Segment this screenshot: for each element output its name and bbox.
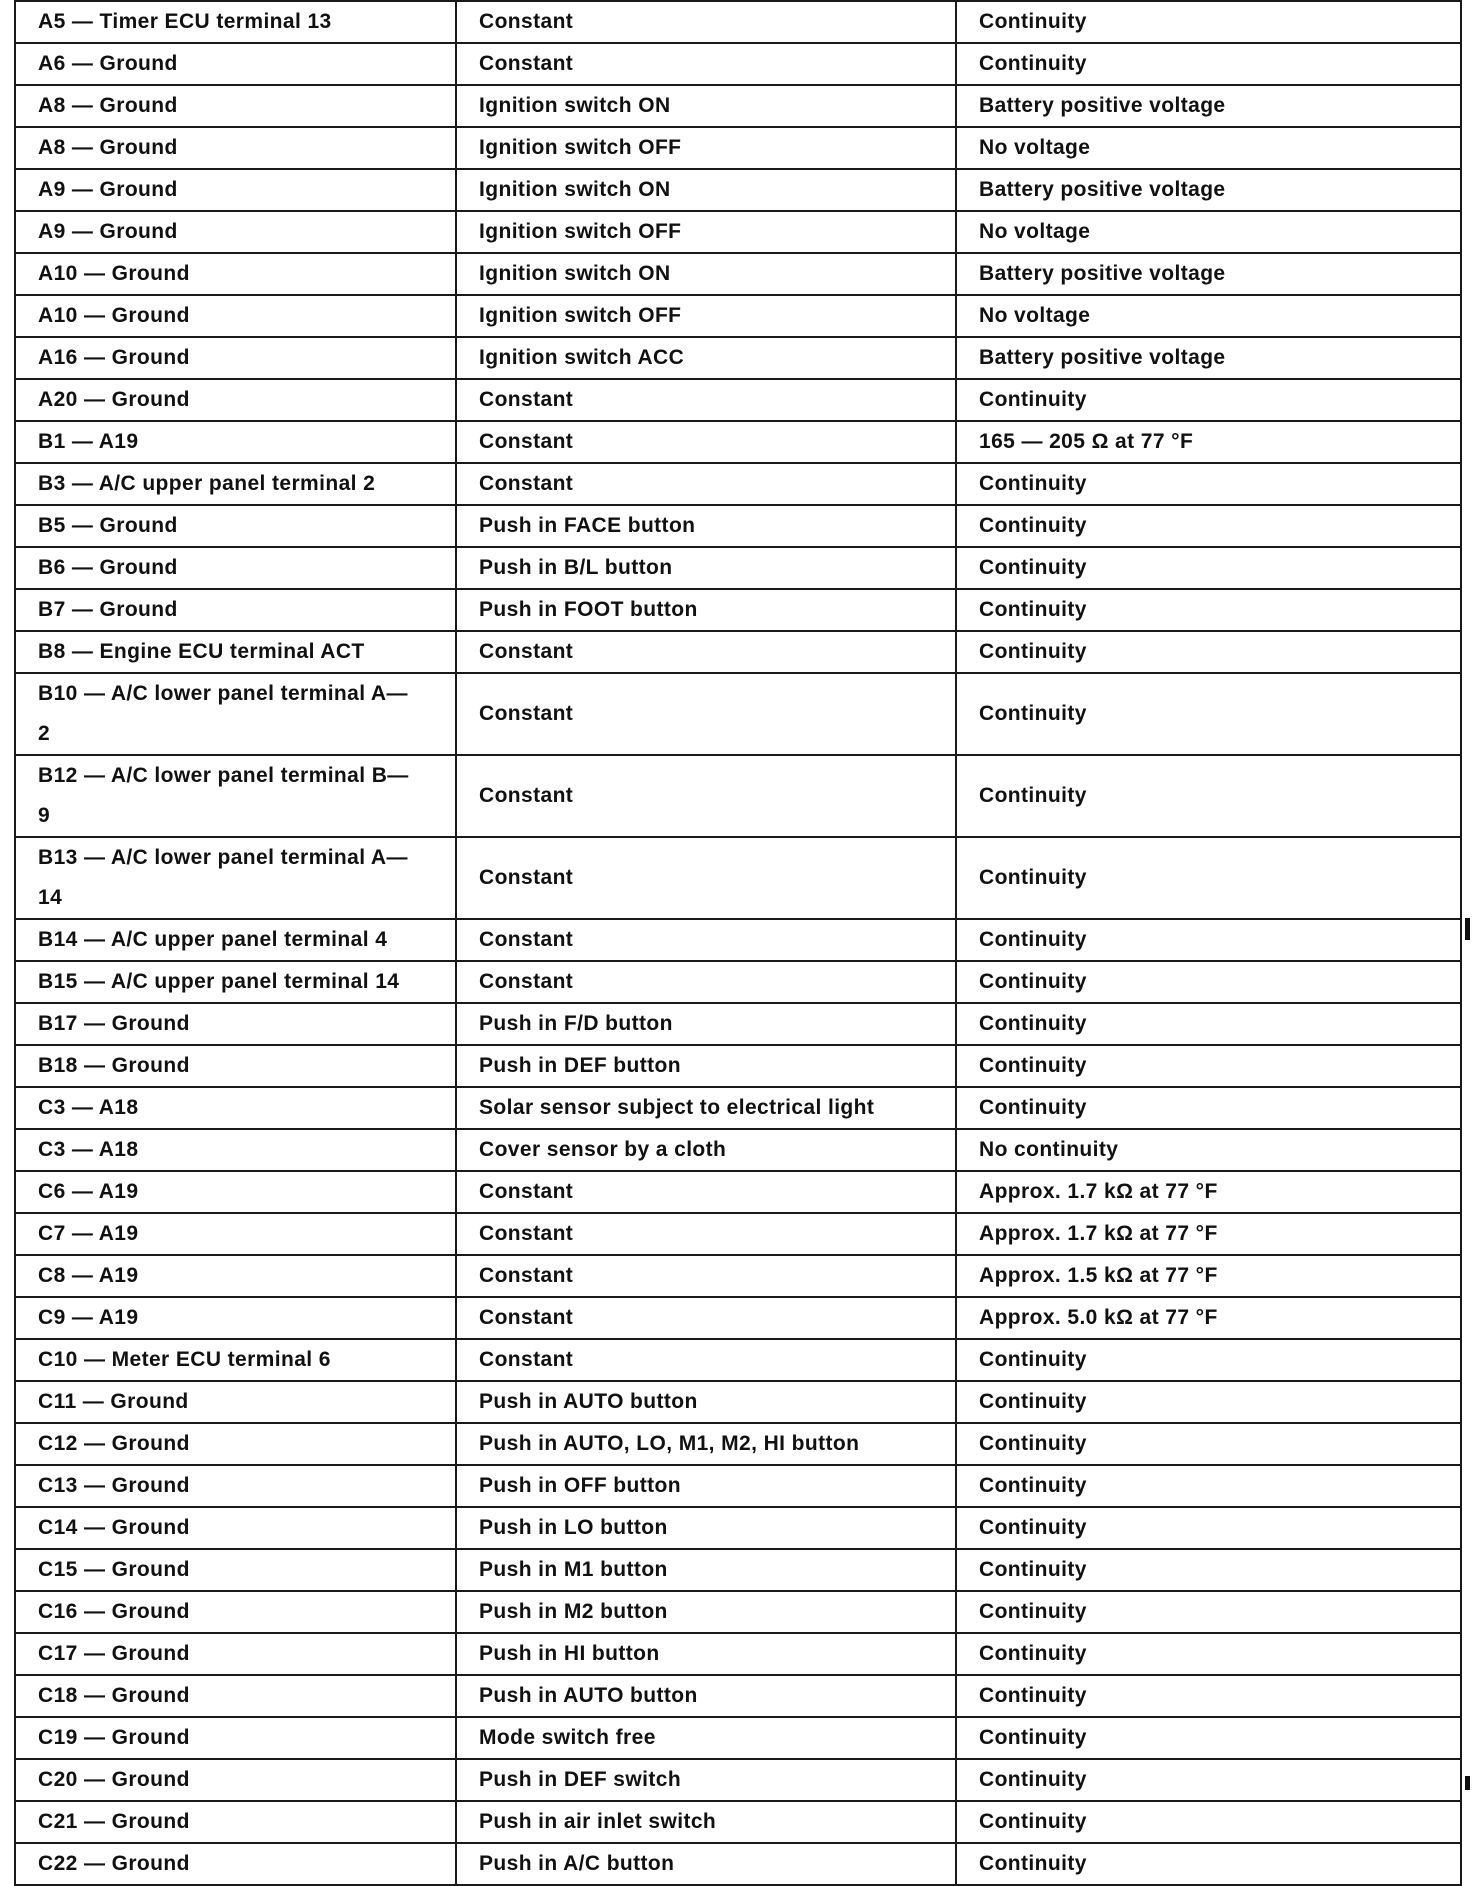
condition-cell: Push in AUTO, LO, M1, M2, HI button [456,1423,956,1465]
condition-cell: Ignition switch ACC [456,337,956,379]
terminal-cell: C21 — Ground [15,1801,456,1843]
specified-value-cell: Battery positive voltage [956,169,1461,211]
terminal-cell: C16 — Ground [15,1591,456,1633]
condition-cell: Push in HI button [456,1633,956,1675]
table-row [15,837,1461,919]
specified-value-cell: Continuity [956,1843,1461,1885]
terminal-cell: B7 — Ground [15,589,456,631]
table-row [15,1255,1461,1297]
specified-value-cell: Continuity [956,1801,1461,1843]
terminal-cell: C13 — Ground [15,1465,456,1507]
table-row [15,127,1461,169]
specified-value-cell: Continuity [956,1465,1461,1507]
condition-cell: Constant [456,673,956,755]
specified-value-cell: Continuity [956,1087,1461,1129]
specified-value-cell: Continuity [956,837,1461,919]
terminal-cell: A9 — Ground [15,169,456,211]
terminal-cell: B14 — A/C upper panel terminal 4 [15,919,456,961]
table-row [15,631,1461,673]
table-row [15,505,1461,547]
specified-value-cell: 165 — 205 Ω at 77 °F [956,421,1461,463]
condition-cell: Push in AUTO button [456,1675,956,1717]
condition-cell: Mode switch free [456,1717,956,1759]
specified-value-cell: Continuity [956,379,1461,421]
specified-value-cell: Battery positive voltage [956,253,1461,295]
specified-value-cell: Approx. 1.7 kΩ at 77 °F [956,1213,1461,1255]
specified-value-cell: Continuity [956,1549,1461,1591]
terminal-cell: A5 — Timer ECU terminal 13 [15,1,456,43]
condition-cell: Constant [456,1,956,43]
terminal-cell: B18 — Ground [15,1045,456,1087]
table-row [15,547,1461,589]
terminal-cell: C18 — Ground [15,1675,456,1717]
terminal-cell: A8 — Ground [15,85,456,127]
condition-cell: Constant [456,1213,956,1255]
specified-value-cell: No voltage [956,211,1461,253]
specified-value-cell: Continuity [956,1003,1461,1045]
terminal-cell: C14 — Ground [15,1507,456,1549]
condition-cell: Push in A/C button [456,1843,956,1885]
terminal-cell: C10 — Meter ECU terminal 6 [15,1339,456,1381]
table-row [15,85,1461,127]
table-row [15,1675,1461,1717]
table-row [15,337,1461,379]
specified-value-cell: Continuity [956,1381,1461,1423]
terminal-inspection-table [14,0,1462,1886]
terminal-cell: B13 — A/C lower panel terminal A—14 [15,837,456,919]
condition-cell: Constant [456,961,956,1003]
condition-cell: Push in M2 button [456,1591,956,1633]
condition-cell: Push in M1 button [456,1549,956,1591]
specified-value-cell: Approx. 5.0 kΩ at 77 °F [956,1297,1461,1339]
condition-cell: Constant [456,919,956,961]
terminal-inspection-sheet [14,0,1460,1886]
table-row [15,1423,1461,1465]
specified-value-cell: Continuity [956,1339,1461,1381]
condition-cell: Push in F/D button [456,1003,956,1045]
table-row [15,589,1461,631]
condition-cell: Push in FACE button [456,505,956,547]
condition-cell: Constant [456,379,956,421]
condition-cell: Push in air inlet switch [456,1801,956,1843]
table-body [15,1,1461,1885]
terminal-cell: B1 — A19 [15,421,456,463]
terminal-cell: A16 — Ground [15,337,456,379]
condition-cell: Ignition switch OFF [456,127,956,169]
condition-cell: Constant [456,1339,956,1381]
specified-value-cell: Continuity [956,961,1461,1003]
condition-cell: Cover sensor by a cloth [456,1129,956,1171]
condition-cell: Ignition switch OFF [456,211,956,253]
table-row [15,1465,1461,1507]
specified-value-cell: Continuity [956,755,1461,837]
terminal-cell: C8 — A19 [15,1255,456,1297]
condition-cell: Ignition switch ON [456,85,956,127]
table-row [15,1213,1461,1255]
terminal-cell: B5 — Ground [15,505,456,547]
table-row [15,421,1461,463]
table-row [15,755,1461,837]
table-row [15,253,1461,295]
condition-cell: Ignition switch ON [456,169,956,211]
condition-cell: Push in FOOT button [456,589,956,631]
terminal-cell: C22 — Ground [15,1843,456,1885]
condition-cell: Push in LO button [456,1507,956,1549]
table-row [15,1633,1461,1675]
table-row [15,1129,1461,1171]
condition-cell: Ignition switch ON [456,253,956,295]
condition-cell: Ignition switch OFF [456,295,956,337]
terminal-cell: C7 — A19 [15,1213,456,1255]
specified-value-cell: Continuity [956,505,1461,547]
terminal-cell: C19 — Ground [15,1717,456,1759]
specified-value-cell: Continuity [956,631,1461,673]
table-row [15,1297,1461,1339]
table-row [15,43,1461,85]
specified-value-cell: Continuity [956,1507,1461,1549]
condition-cell: Push in DEF switch [456,1759,956,1801]
table-row [15,1,1461,43]
terminal-cell: B17 — Ground [15,1003,456,1045]
specified-value-cell: Continuity [956,1633,1461,1675]
table-row [15,673,1461,755]
condition-cell: Push in DEF button [456,1045,956,1087]
terminal-cell: B3 — A/C upper panel terminal 2 [15,463,456,505]
terminal-cell: A9 — Ground [15,211,456,253]
scan-edge-mark [1465,918,1470,940]
specified-value-cell: Continuity [956,43,1461,85]
condition-cell: Constant [456,421,956,463]
terminal-cell: A10 — Ground [15,253,456,295]
specified-value-cell: Battery positive voltage [956,337,1461,379]
condition-cell: Solar sensor subject to electrical light [456,1087,956,1129]
terminal-cell: C17 — Ground [15,1633,456,1675]
terminal-cell: B8 — Engine ECU terminal ACT [15,631,456,673]
condition-cell: Push in B/L button [456,547,956,589]
specified-value-cell: Continuity [956,589,1461,631]
terminal-cell: C15 — Ground [15,1549,456,1591]
specified-value-cell: Continuity [956,1,1461,43]
table-row [15,1549,1461,1591]
condition-cell: Push in AUTO button [456,1381,956,1423]
terminal-cell: B12 — A/C lower panel terminal B—9 [15,755,456,837]
terminal-cell: A8 — Ground [15,127,456,169]
table-row [15,1003,1461,1045]
terminal-cell: C3 — A18 [15,1129,456,1171]
condition-cell: Constant [456,1297,956,1339]
terminal-cell: B6 — Ground [15,547,456,589]
terminal-cell: A20 — Ground [15,379,456,421]
specified-value-cell: Continuity [956,547,1461,589]
table-row [15,463,1461,505]
specified-value-cell: Battery positive voltage [956,85,1461,127]
terminal-cell: C6 — A19 [15,1171,456,1213]
table-row [15,379,1461,421]
table-row [15,1717,1461,1759]
terminal-cell: A6 — Ground [15,43,456,85]
table-row [15,1339,1461,1381]
terminal-cell: C9 — A19 [15,1297,456,1339]
specified-value-cell: Continuity [956,1045,1461,1087]
table-row [15,1171,1461,1213]
terminal-cell: B10 — A/C lower panel terminal A—2 [15,673,456,755]
condition-cell: Constant [456,43,956,85]
specified-value-cell: Continuity [956,673,1461,755]
table-row [15,169,1461,211]
table-row [15,961,1461,1003]
condition-cell: Constant [456,837,956,919]
specified-value-cell: No voltage [956,295,1461,337]
scan-edge-mark [1465,1776,1470,1790]
table-row [15,1759,1461,1801]
condition-cell: Constant [456,1255,956,1297]
specified-value-cell: Continuity [956,1717,1461,1759]
table-row [15,295,1461,337]
specified-value-cell: No continuity [956,1129,1461,1171]
specified-value-cell: Approx. 1.5 kΩ at 77 °F [956,1255,1461,1297]
table-row [15,1843,1461,1885]
terminal-cell: A10 — Ground [15,295,456,337]
condition-cell: Constant [456,463,956,505]
terminal-cell: C20 — Ground [15,1759,456,1801]
terminal-cell: C3 — A18 [15,1087,456,1129]
table-row [15,1087,1461,1129]
specified-value-cell: Continuity [956,1675,1461,1717]
table-row [15,919,1461,961]
specified-value-cell: Continuity [956,919,1461,961]
condition-cell: Push in OFF button [456,1465,956,1507]
table-row [15,1801,1461,1843]
table-row [15,1507,1461,1549]
condition-cell: Constant [456,1171,956,1213]
specified-value-cell: Continuity [956,1591,1461,1633]
table-row [15,211,1461,253]
condition-cell: Constant [456,631,956,673]
terminal-cell: B15 — A/C upper panel terminal 14 [15,961,456,1003]
table-row [15,1591,1461,1633]
terminal-cell: C11 — Ground [15,1381,456,1423]
specified-value-cell: Approx. 1.7 kΩ at 77 °F [956,1171,1461,1213]
specified-value-cell: Continuity [956,1423,1461,1465]
table-row [15,1045,1461,1087]
table-row [15,1381,1461,1423]
specified-value-cell: Continuity [956,1759,1461,1801]
condition-cell: Constant [456,755,956,837]
specified-value-cell: No voltage [956,127,1461,169]
terminal-cell: C12 — Ground [15,1423,456,1465]
specified-value-cell: Continuity [956,463,1461,505]
